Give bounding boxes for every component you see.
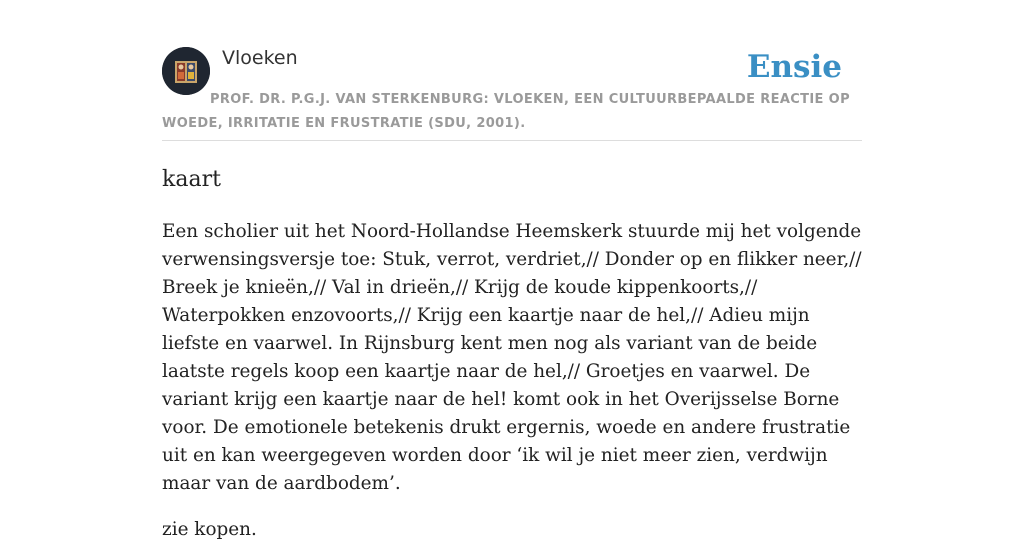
entry-term: kaart (162, 167, 221, 192)
ensie-logo[interactable]: Ensie (746, 49, 842, 85)
entry-definition: Een scholier uit het Noord-Hollandse Heemskerk stuurde mij het volgende verwensingsversje toe: Stuk, verrot, verdriet,// Donder op en flikker neer,// Breek je knieën,// Val in drieën,// Krijg de koude kippenkoorts,// Waterpokken enzovoorts,// Krijg een kaartje naar de hel,// Adieu mijn liefste en vaarwel. In Rijnsburg kent men nog als variant van de beide laatste regels koop een kaartje naar de hel,// Groetjes en vaarwel. De variant krijg een kaartje naar de hel! komt ook in het Overijsselse Borne voor. De emotionele betekenis drukt ergernis, woede en andere frustratie uit en kan weergegeven worden door ‘ik wil je niet meer zien, verdwijn maar van de aardbodem’. (162, 221, 862, 494)
source-title[interactable]: Vloeken (222, 47, 298, 69)
see-also-reference: zie kopen. (162, 519, 257, 540)
entry-card (162, 44, 862, 544)
source-header (162, 44, 862, 141)
source-attribution: PROF. DR. P.G.J. VAN STERKENBURG: VLOEKEN, EEN CULTUURBEPAALDE REACTIE OP WOEDE, IRRITATIE EN FRUSTRATIE (SDU, 2001). (162, 92, 850, 131)
